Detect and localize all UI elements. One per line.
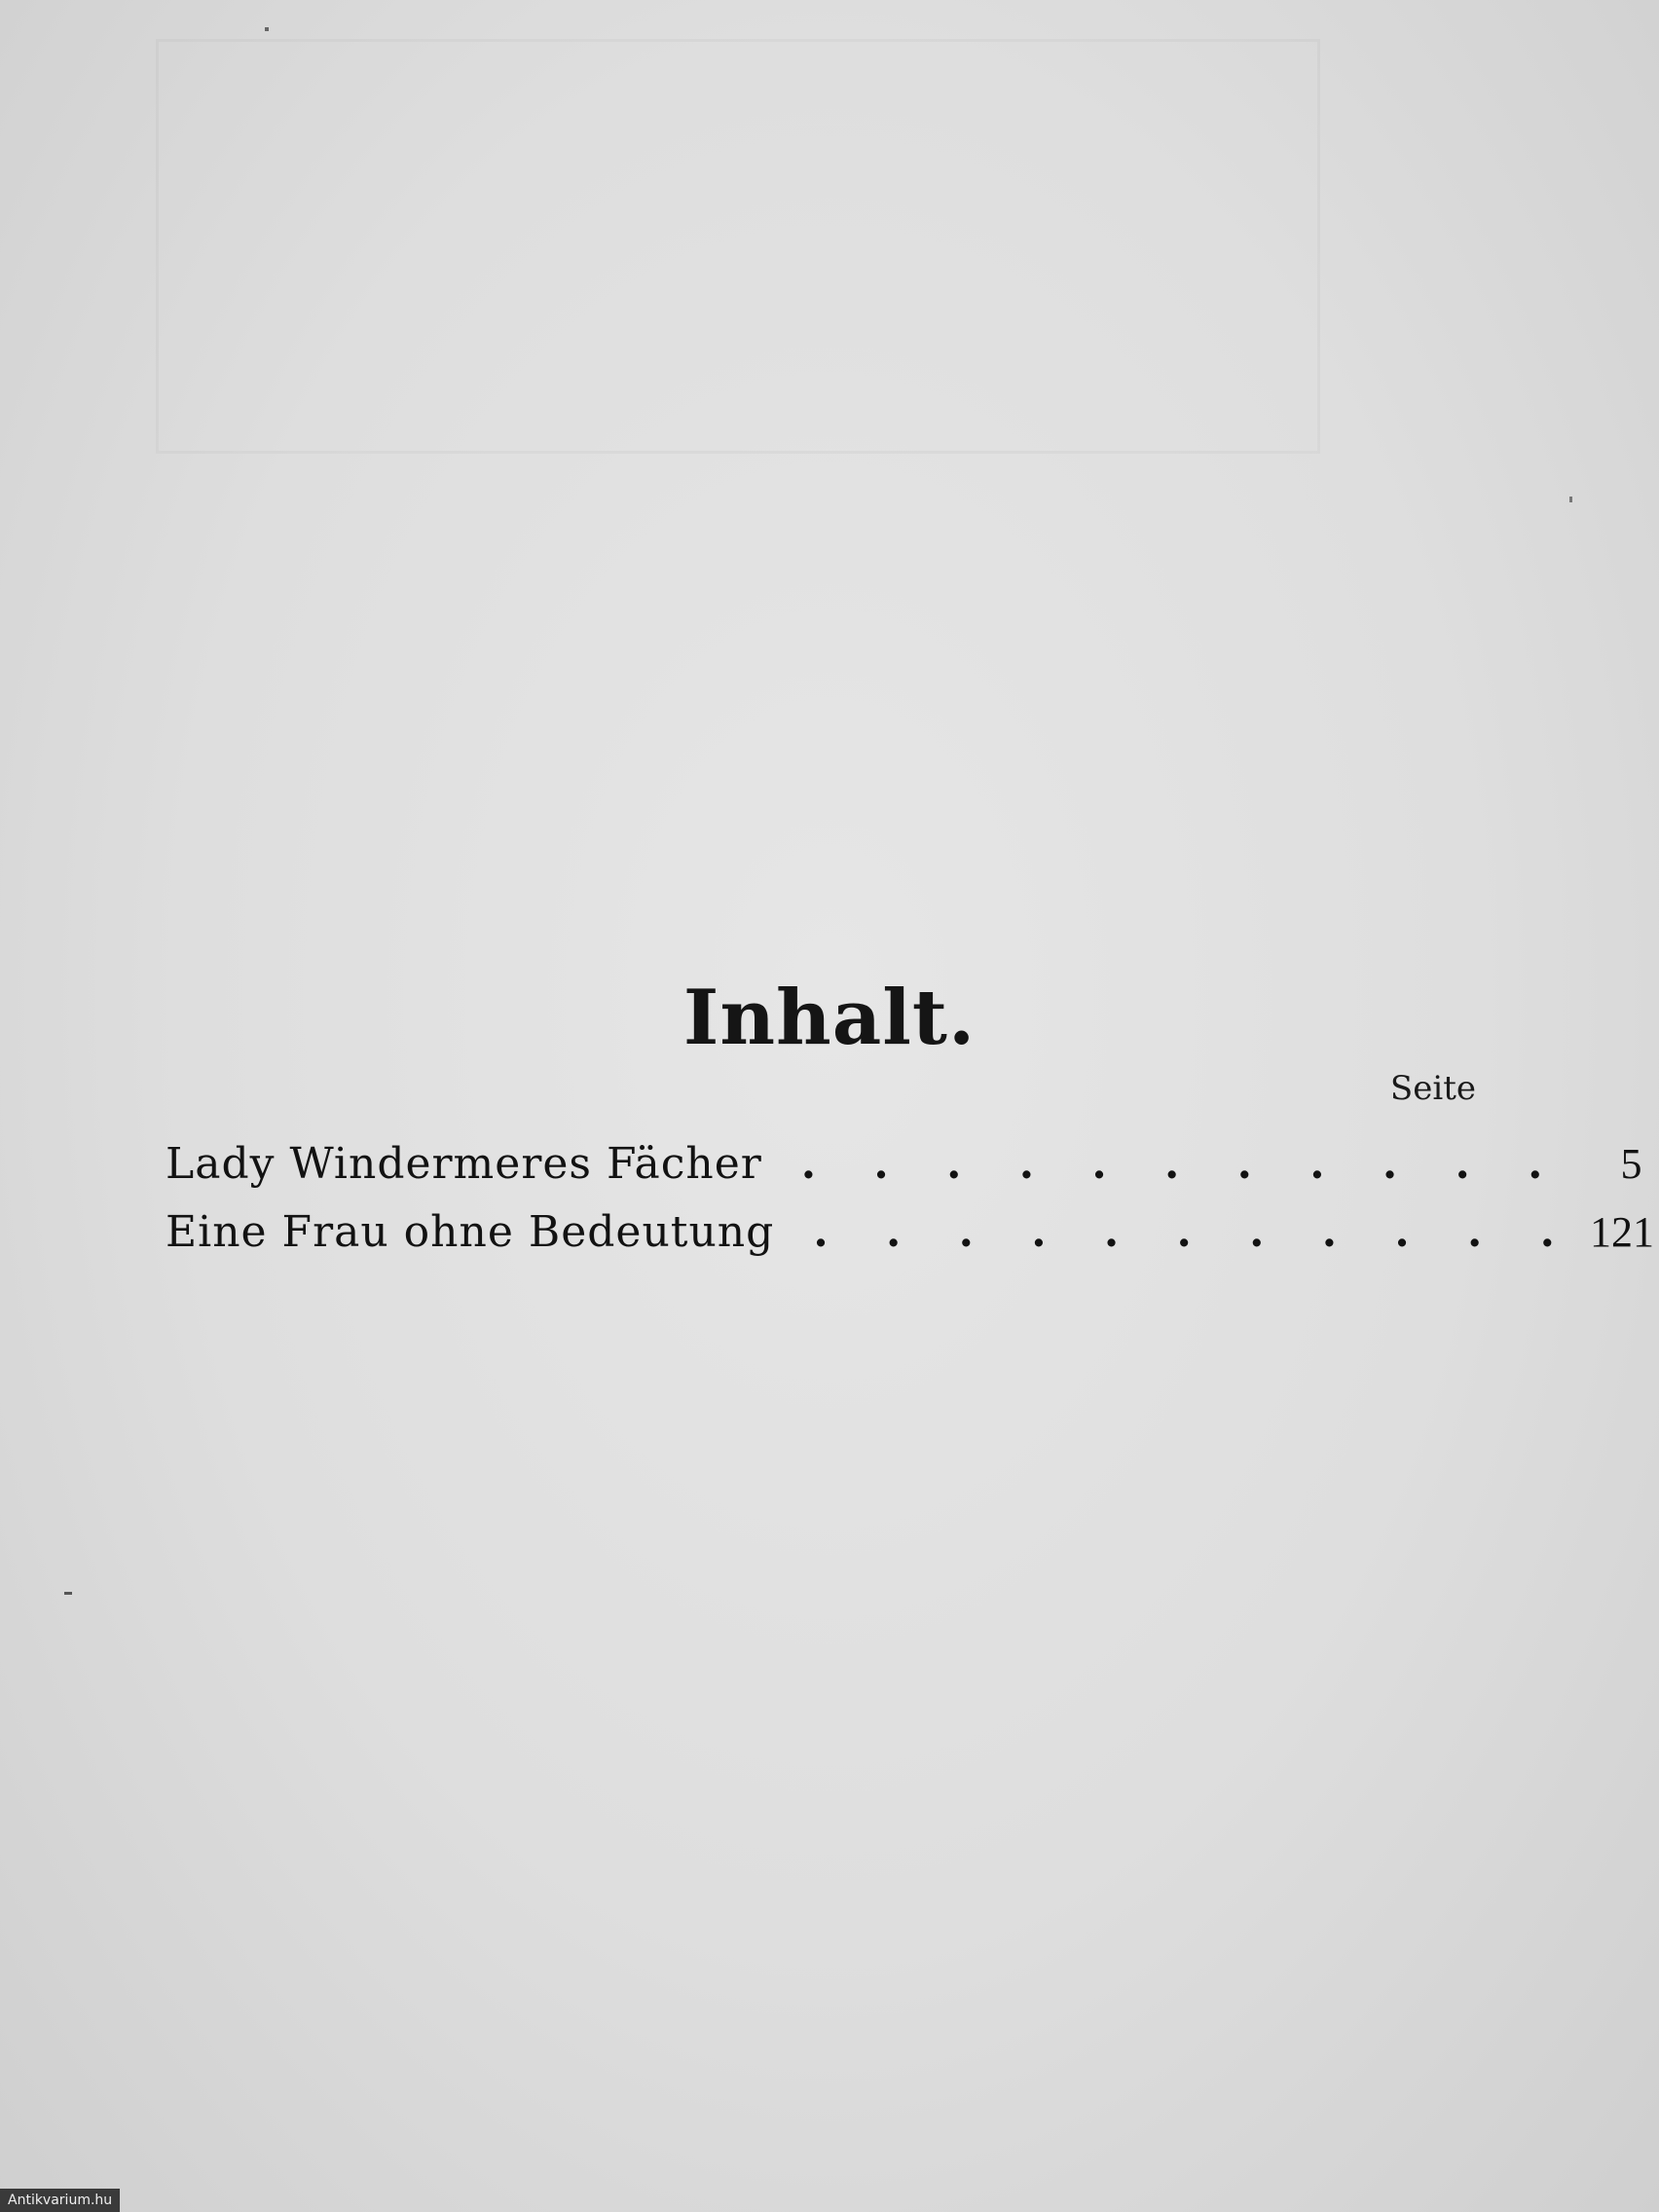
- toc-entry: [166, 1139, 1642, 1198]
- toc-leader-dots: . . . . . . . . . . .: [800, 1139, 1565, 1189]
- paper-speck: [64, 1592, 72, 1595]
- paper-speck: [1569, 497, 1572, 502]
- toc-entry-page-number: 5: [1620, 1140, 1642, 1188]
- toc-leader-dots: . . . . . . . . . . .: [813, 1207, 1576, 1257]
- bleed-through-frame: [156, 39, 1320, 454]
- toc-entry-page-number: 121: [1590, 1208, 1654, 1256]
- toc-entry: [166, 1207, 1654, 1266]
- page-heading: Inhalt.: [682, 974, 977, 1062]
- source-watermark: Antikvarium.hu: [0, 2189, 120, 2212]
- toc-entry-title: Lady Windermeres Fächer: [166, 1139, 762, 1189]
- toc-entry-title: Eine Frau ohne Bedeutung: [166, 1207, 775, 1257]
- paper-speck: [265, 27, 269, 31]
- page-column-label: Seite: [1389, 1069, 1476, 1108]
